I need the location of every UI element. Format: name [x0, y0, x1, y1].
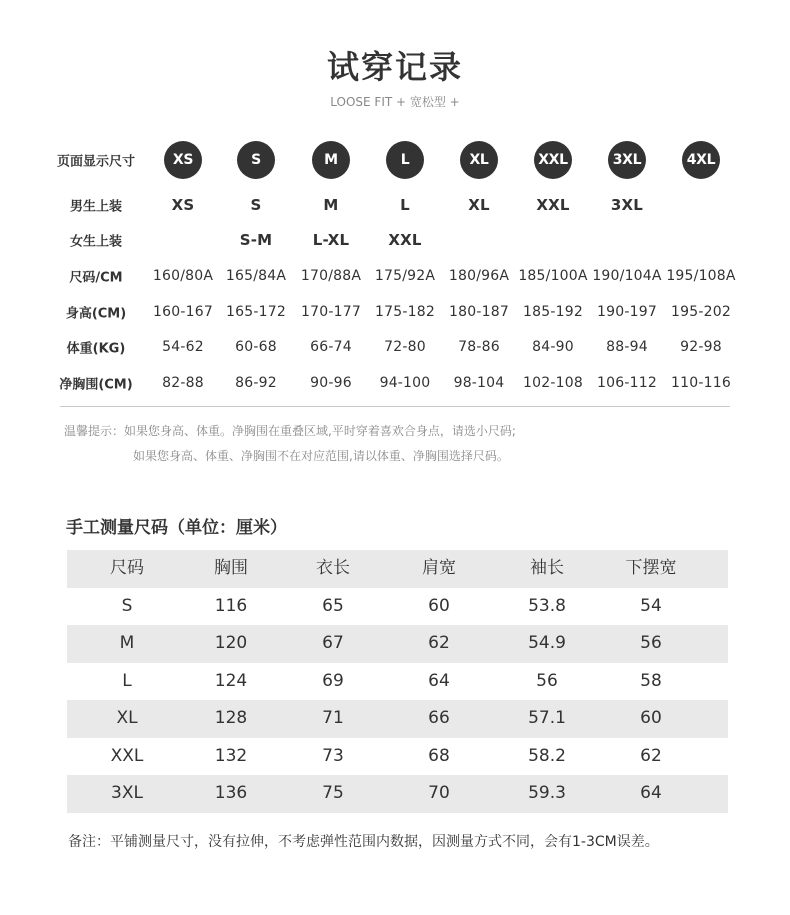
fit-cell: 86-92	[235, 375, 277, 391]
fit-cell: 66-74	[310, 339, 352, 355]
fit-row-label: 身高(CM)	[65, 306, 127, 322]
fit-cell: 110-116	[671, 375, 731, 391]
measure-table	[67, 550, 728, 813]
fit-cell: 175-182	[375, 304, 435, 320]
measure-cell: 59.3	[528, 783, 566, 803]
fit-cell: 94-100	[379, 375, 431, 391]
fit-cell: 190/104A	[592, 268, 662, 284]
measure-header-cell: 胸围	[214, 558, 248, 578]
measure-cell: 70	[428, 783, 450, 803]
measure-cell: 62	[428, 633, 450, 653]
fit-row-label: 男生上装	[69, 199, 122, 215]
measure-row	[67, 775, 728, 813]
measure-row	[67, 625, 728, 663]
measure-section-title: 手工测量尺码（单位：厘米）	[66, 518, 287, 538]
measure-cell: XL	[116, 708, 138, 728]
size-badge: 3XL	[608, 141, 646, 179]
fit-row-label: 净胸围(CM)	[59, 377, 133, 393]
fit-cell: 185/100A	[518, 268, 588, 284]
measure-cell: 120	[214, 633, 248, 653]
fit-cell: 106-112	[597, 375, 657, 391]
fit-cell: 175/92A	[374, 268, 436, 284]
fit-cell: 170/88A	[300, 268, 362, 284]
fit-cell: XS	[171, 196, 195, 214]
measure-cell: 3XL	[111, 783, 143, 803]
measure-cell: 54.9	[528, 633, 566, 653]
size-badge: XXL	[534, 141, 572, 179]
fit-cell: 60-68	[235, 339, 277, 355]
measure-row	[67, 700, 728, 738]
fit-cell: XXL	[536, 196, 570, 214]
measure-header-cell: 尺码	[110, 558, 144, 578]
measure-header-cell: 衣长	[316, 558, 350, 578]
measure-cell: 64	[640, 783, 662, 803]
fit-cell: S-M	[239, 231, 273, 249]
measure-cell: 66	[428, 708, 450, 728]
measure-cell: 54	[640, 595, 662, 616]
tip-line-2: 如果您身高、体重、净胸围不在对应范围,请以体重、净胸围选择尺码。	[133, 449, 509, 463]
fit-cell: 3XL	[610, 196, 644, 214]
fit-cell: 190-197	[597, 304, 657, 320]
fit-row-label: 页面显示尺寸	[56, 154, 135, 170]
measure-header-cell: 下摆宽	[625, 558, 677, 578]
fit-cell: 82-88	[162, 375, 204, 391]
fit-cell: 72-80	[384, 339, 426, 355]
size-badge: 4XL	[682, 141, 720, 179]
fit-cell: 92-98	[680, 339, 722, 355]
page-subtitle: LOOSE FIT + 宽松型 +	[330, 95, 460, 109]
fit-cell: 84-90	[532, 339, 574, 355]
fit-cell: L-XL	[312, 231, 350, 249]
size-badge: XL	[460, 141, 498, 179]
fit-cell: 160-167	[153, 304, 213, 320]
fit-cell: 88-94	[606, 339, 648, 355]
measure-cell: 68	[428, 745, 450, 766]
fit-row-label: 体重(KG)	[66, 341, 126, 357]
size-badge: XS	[164, 141, 202, 179]
measure-cell: 75	[322, 783, 344, 803]
measure-cell: 58	[640, 670, 662, 691]
measure-row	[67, 663, 728, 701]
fit-cell: M	[323, 196, 339, 214]
measure-cell: 124	[214, 670, 248, 691]
measure-cell: 132	[214, 745, 248, 766]
size-badge: S	[237, 141, 275, 179]
measure-cell: 57.1	[528, 708, 566, 728]
measure-cell: 60	[428, 595, 450, 616]
fit-cell: XL	[468, 196, 490, 214]
size-badge: L	[386, 141, 424, 179]
fit-cell: 90-96	[310, 375, 352, 391]
measure-header-row	[67, 550, 728, 588]
measure-cell: 60	[640, 708, 662, 728]
measure-cell: XXL	[110, 745, 144, 766]
fit-cell: 180-187	[449, 304, 509, 320]
fit-cell: 78-86	[458, 339, 500, 355]
measure-header-cell: 肩宽	[422, 558, 456, 578]
measure-cell: 58.2	[528, 745, 566, 766]
measure-cell: 136	[214, 783, 248, 803]
fit-cell: 165-172	[226, 304, 286, 320]
page-title: 试穿记录	[326, 48, 463, 86]
fit-cell: 102-108	[523, 375, 583, 391]
measure-cell: 56	[640, 633, 662, 653]
fit-cell: L	[400, 196, 410, 214]
fit-cell: 160/80A	[152, 268, 214, 284]
measure-cell: 73	[322, 745, 344, 766]
size-badge: M	[312, 141, 350, 179]
fit-row-label: 尺码/CM	[69, 270, 123, 286]
measure-cell: 65	[322, 595, 344, 616]
measure-cell: 67	[322, 633, 344, 653]
measure-cell: 71	[322, 708, 344, 728]
fit-cell: 165/84A	[225, 268, 287, 284]
measure-cell: 128	[214, 708, 248, 728]
fit-cell: 180/96A	[448, 268, 510, 284]
measure-cell: L	[122, 670, 132, 691]
measure-row	[67, 738, 728, 776]
measure-cell: M	[119, 633, 135, 653]
fit-cell: 54-62	[162, 339, 204, 355]
measure-header-cell: 袖长	[530, 558, 564, 578]
fit-cell: 195/108A	[666, 268, 736, 284]
fit-cell: S	[250, 196, 262, 214]
fit-row-label: 女生上装	[69, 234, 122, 250]
measure-cell: 62	[640, 745, 662, 766]
measure-row	[67, 588, 728, 626]
measure-cell: 64	[428, 670, 450, 691]
measure-cell: 116	[214, 595, 248, 616]
fit-cell: 195-202	[671, 304, 731, 320]
measure-cell: S	[121, 595, 133, 616]
note: 备注：平铺测量尺寸，没有拉伸，不考虑弹性范围内数据，因测量方式不同，会有1-3CM误差。	[68, 834, 659, 850]
fit-cell: XXL	[388, 231, 422, 249]
measure-cell: 69	[322, 670, 344, 691]
fit-cell: 185-192	[523, 304, 583, 320]
divider	[60, 406, 730, 407]
fit-cell: 170-177	[301, 304, 361, 320]
measure-cell: 53.8	[528, 595, 566, 616]
measure-cell: 56	[536, 670, 558, 691]
fit-cell: 98-104	[453, 375, 505, 391]
tip-line-1: 温馨提示：如果您身高、体重。净胸围在重叠区域,平时穿着喜欢合身点，请选小尺码;	[64, 424, 516, 438]
